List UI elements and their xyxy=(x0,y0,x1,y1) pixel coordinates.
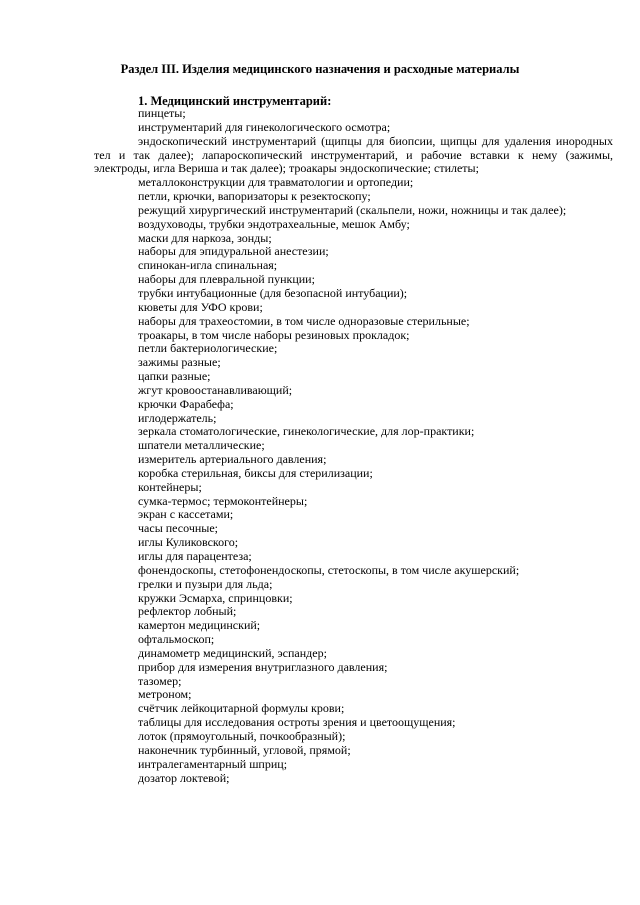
list-item: кюветы для УФО крови; xyxy=(138,299,263,314)
list-item: наборы для эпидуральной анестезии; xyxy=(138,244,329,259)
list-item: эндоскопический инструментарий (щипцы для биопсии, щипцы для удаления инородных тел и так далее); лапароскопический инструментарий, и рабочие вставки к нему (зажимы, электроды, игла Вериша и так далее); троакары эндоскопические; стилеты; xyxy=(94,133,613,176)
list-item: шпатели металлические; xyxy=(138,438,265,453)
list-item: иглы для парацентеза; xyxy=(138,549,252,563)
list-item: кружки Эсмарха, спринцовки; xyxy=(138,590,293,605)
list-item: зажимы разные; xyxy=(138,355,221,370)
list-item: цапки разные; xyxy=(138,369,211,384)
list-item: часы песочные; xyxy=(138,521,218,536)
list-item: пинцеты; xyxy=(138,106,186,120)
list-item: наборы для плевральной пункции; xyxy=(138,272,315,287)
list-item: фонендоскопы, стетофонендоскопы, стетоскопы, в том числе акушерский; xyxy=(138,562,520,577)
list-item: петли бактериологические; xyxy=(138,341,278,356)
list-item: прибор для измерения внутриглазного давления; xyxy=(138,659,388,674)
list-item: рефлектор лобный; xyxy=(138,604,237,619)
list-item: сумка-термос; термоконтейнеры; xyxy=(138,493,308,508)
list-item: спинокан-игла спинальная; xyxy=(138,258,278,273)
instrument-list xyxy=(0,107,640,785)
list-item: измеритель артериального давления; xyxy=(138,452,327,467)
list-item: камертон медицинский; xyxy=(138,618,261,633)
list-item: режущий хирургический инструментарий (скальпели, ножи, ножницы и так далее); xyxy=(138,202,567,217)
list-item: крючки Фарабефа; xyxy=(138,396,234,411)
list-item: трубки интубационные (для безопасной интубации); xyxy=(138,285,408,300)
section-title: Раздел III. Изделия медицинского назначения и расходные материалы xyxy=(120,62,520,76)
list-item: грелки и пузыри для льда; xyxy=(138,576,273,591)
list-item: маски для наркоза, зонды; xyxy=(138,230,272,245)
list-item: интралегаментарный шприц; xyxy=(138,756,288,771)
list-item: иглодержатель; xyxy=(138,410,217,425)
list-item: наборы для трахеостомии, в том числе одноразовые стерильные; xyxy=(138,313,470,328)
list-item: воздуховоды, трубки эндотрахеальные, мешок Амбу; xyxy=(138,216,410,231)
list-item: наконечник турбинный, угловой, прямой; xyxy=(138,742,351,757)
list-item: металлоконструкции для травматологии и ортопедии; xyxy=(138,175,414,190)
list-item: лоток (прямоугольный, почкообразный); xyxy=(138,728,346,743)
list-item: динамометр медицинский, эспандер; xyxy=(138,645,327,660)
list-item: жгут кровоостанавливающий; xyxy=(138,382,293,397)
list-item: коробка стерильная, биксы для стерилизации; xyxy=(138,465,373,480)
list-item: офтальмоскоп; xyxy=(138,632,215,647)
list-item: контейнеры; xyxy=(138,479,202,494)
list-item: счётчик лейкоцитарной формулы крови; xyxy=(138,701,345,716)
list-item: зеркала стоматологические, гинекологические, для лор-практики; xyxy=(138,424,475,439)
list-item: тазомер; xyxy=(138,673,182,688)
list-item: петли, крючки, вапоризаторы к резектоскопу; xyxy=(138,189,371,204)
list-item: инструментарий для гинекологического осмотра; xyxy=(138,119,391,134)
list-item: экран с кассетами; xyxy=(138,507,234,522)
list-item: дозатор локтевой; xyxy=(138,770,230,785)
list-item: метроном; xyxy=(138,687,192,702)
list-item: иглы Куликовского; xyxy=(138,535,239,550)
list-item: таблицы для исследования остроты зрения и цветоощущения; xyxy=(138,715,456,730)
list-item: троакары, в том числе наборы резиновых прокладок; xyxy=(138,327,410,342)
list-heading: 1. Медицинский инструментарий: xyxy=(138,94,332,108)
